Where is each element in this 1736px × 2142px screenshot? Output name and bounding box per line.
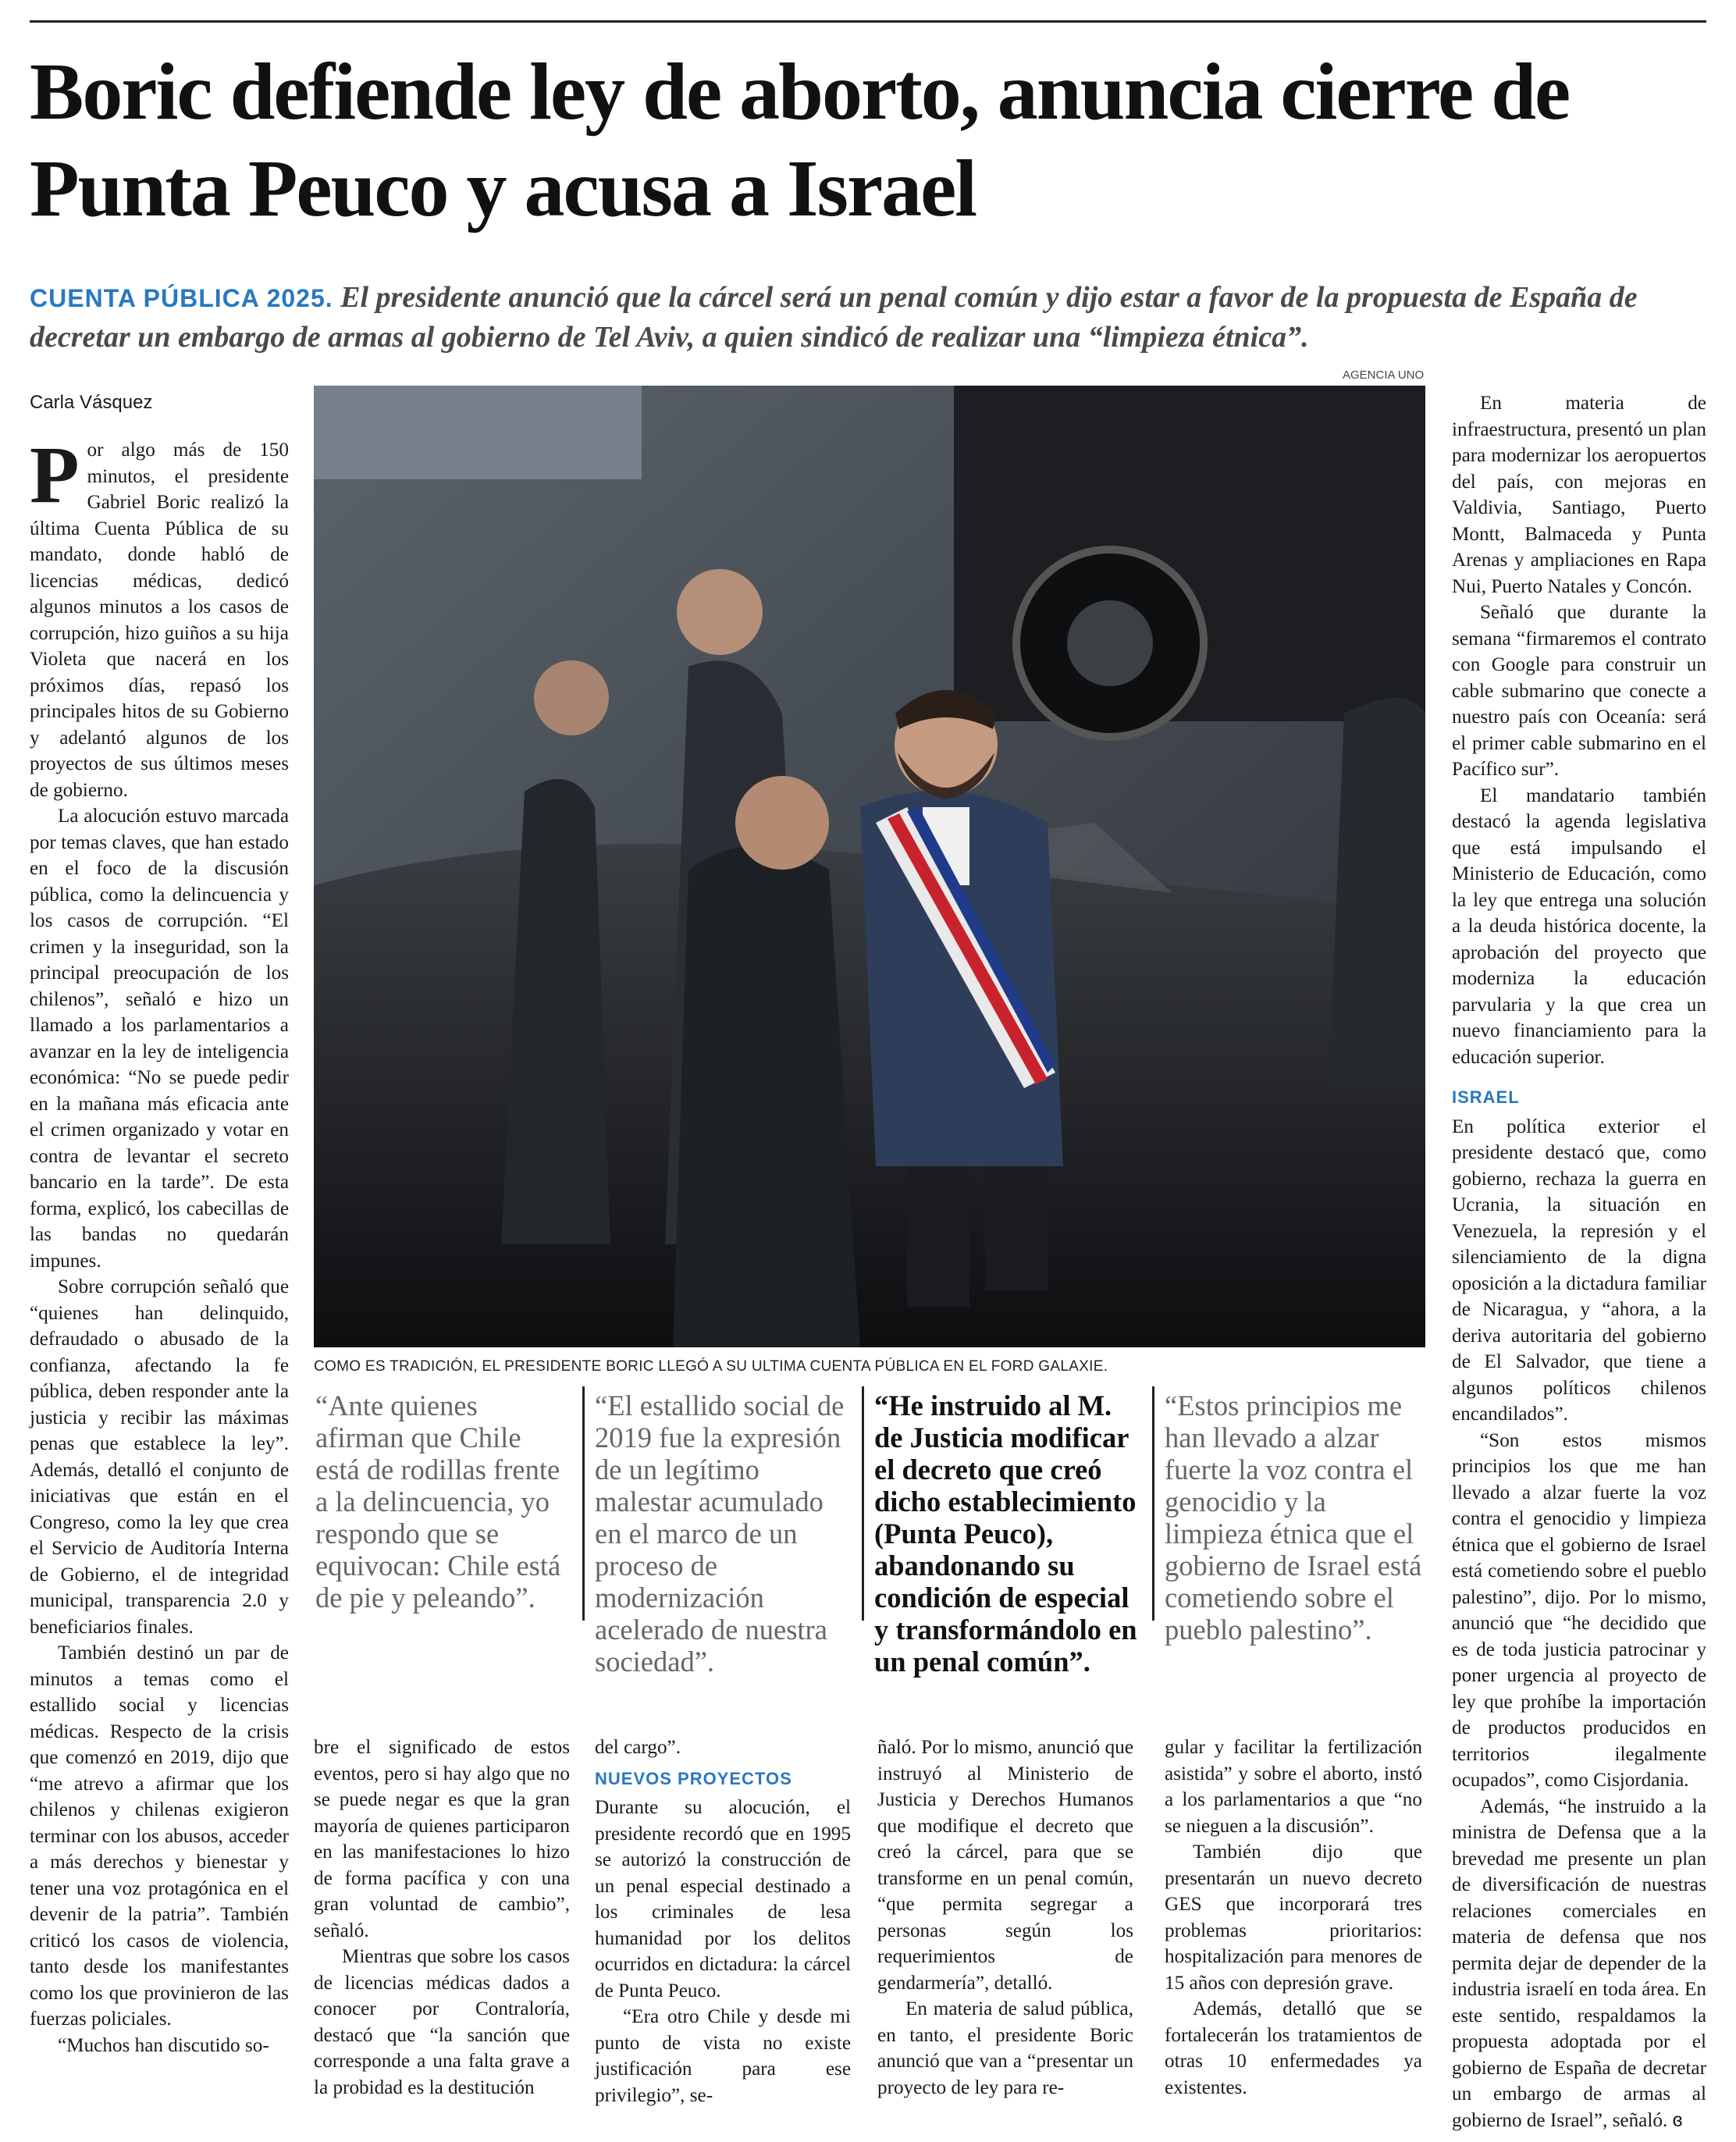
paragraph: bre el significado de estos eventos, pero si hay algo que no se puede negar es que la gran mayoría de quienes participaron en las manifestaciones lo hizo de forma pacífica y con una gran voluntad de cambio”, señaló. <box>314 1737 570 1941</box>
paragraph: También dijo que presentarán un nuevo decreto GES que incorporará tres problemas prioritarios: hospitalización para menores de 15 años con depresión grave. <box>1165 1841 1422 1994</box>
paragraph: Además, detalló que se fortalecerán los tratamientos de otras 10 enfermedades ya existentes. <box>1165 1998 1422 2098</box>
headline: Boric defiende ley de aborto, anuncia cierre de Punta Peuco y acusa a Israel <box>30 47 1570 233</box>
paragraph: También destinó un par de minutos a temas como el estallido social y licencias médicas. Respecto de la crisis que comenzó en 2019, dijo que “me atrevo a afirmar que los chilenos y chilenas exigieron terminar con los abusos, acceder a más derechos y bienestar y tener una voz protagónica en el devenir de la patria”. También criticó los casos de violencia, tanto desde los manifestantes como los que provinieron de las fuerzas policiales. <box>30 1642 289 2030</box>
byline: Carla Vásquez <box>30 392 153 413</box>
news-photo <box>314 386 1425 1347</box>
photo-credit: AGENCIA UNO <box>1343 368 1425 382</box>
subhead-nuevos-proyectos: NUEVOS PROYECTOS <box>595 1768 792 1788</box>
paragraph: Durante su alocución, el presidente recordó que en 1995 se autorizó la construcción de un penal especial destinado a los criminales de lesa humanidad por los delitos ocurridos en dictadura: la cárcel de Punta Peuco. <box>595 1797 851 2001</box>
paragraph: Además, “he instruido a la ministra de Defensa que a la brevedad me presente un plan de diversificación de nuestras relaciones comerciales en materia de defensa que nos permita dejar de depender de la industria israelí en toda área. En este sentido, respaldamos la propuesta adoptada por el gobierno de España de decretar un embargo de armas al gobierno de Israel”, señaló. ɞ <box>1452 1795 1706 2131</box>
pull-quote-4: “Estos principios me han llevado a alzar fuerte la voz contra el genocidio y la limpieza étnica que el gobierno de Israel está cometiendo sobre el pueblo palestino”. <box>1165 1389 1422 1646</box>
column-4 <box>877 1735 1133 2101</box>
paragraph: “Era otro Chile y desde mi punto de vista no existe justificación para ese privilegio”, se- <box>595 2006 851 2106</box>
column-2 <box>314 1735 570 2101</box>
column-3 <box>595 1735 851 2108</box>
paragraph: La alocución estuvo marcada por temas claves, que han estado en el foco de la discusión pública, como la delincuencia y los casos de corrupción. “El crimen y la inseguridad, son la principal preocupación de los chilenos”, señaló e hizo un llamado a los parlamentarios a avanzar en la ley de inteligencia económica: “No se puede pedir en la mañana más eficacia ante el crimen organizado y votar en contra de levantar el secreto bancario en la tarde”. De esta forma, explicó, los cabecillas de las bandas no quedarán impunes. <box>30 806 289 1272</box>
dek-text: El presidente anunció que la cárcel será un penal común y dijo estar a favor de la propuesta de España de decretar un embargo de armas al gobierno de Tel Aviv, a quien sindicó de realizar una “limpieza étnica”. <box>30 281 1638 354</box>
dek <box>30 278 1706 357</box>
paragraph: Señaló que durante la semana “firmaremos el contrato con Google para construir un cable submarino que conecte a nuestro país con Oceanía: será el primer cable submarino en el Pacífico sur”. <box>1452 602 1706 780</box>
column-1 <box>30 430 289 2058</box>
dek-kicker: CUENTA PÚBLICA 2025. <box>30 284 333 312</box>
paragraph: Sobre corrupción señaló que “quienes han delinquido, defraudado o abusado de la confianza, afectando la fe pública, deben responder ante la justicia y recibir las máximas penas que establece la ley”. Además, detalló el conjunto de iniciativas que están en el Congreso, como la ley que crea el Servicio de Auditoría Interna de Gobierno, el de integridad municipal, transparencia 2.0 y beneficiarios finales. <box>30 1276 289 1638</box>
paragraph: Mientras que sobre los casos de licencias médicas dados a conocer por Contraloría, destacó que “la sanción que corresponde a una falta grave a la probidad es la destitución <box>314 1946 570 2098</box>
pull-quote-2: “El estallido social de 2019 fue la expresión de un legítimo malestar acumulado en el marco de un proceso de modernización acelerado de nuestra sociedad”. <box>595 1389 845 1678</box>
quote-divider <box>1152 1386 1154 1621</box>
pull-quote-1: “Ante quienes afirman que Chile está de rodillas frente a la delincuencia, yo respondo que se equivocan: Chile está de pie y peleando”. <box>315 1389 561 1614</box>
paragraph: del cargo”. <box>595 1737 681 1758</box>
dropcap: P <box>30 430 80 520</box>
paragraph: “Son estos mismos principios los que me han llevado a alzar fuerte la voz contra el genocidio y limpieza étnica que el gobierno de Israel está cometiendo sobre el pueblo palestino”, dijo. Por lo mismo, anunció que “he decidido que es de toda justicia patrocinar y poner urgencia al proyecto de ley que prohíbe la importación de productos producidos en territorios ilegalmente ocupados”, como Cisjordania. <box>1452 1429 1706 1791</box>
paragraph: “Muchos han discutido so- <box>58 2034 269 2056</box>
quote-divider <box>582 1386 585 1621</box>
paragraph: En materia de salud pública, en tanto, el presidente Boric anunció que van a “presentar un proyecto de ley para re- <box>877 1998 1133 2098</box>
paragraph: ñaló. Por lo mismo, anunció que instruyó al Ministerio de Justicia y Derechos Humanos que modifique el decreto que creó la cárcel, para que se transforme en un penal común, “que permita segregar a personas según los requerimientos de gendarmería”, detalló. <box>877 1737 1133 1994</box>
top-rule <box>30 20 1706 23</box>
column-5 <box>1165 1735 1422 2101</box>
paragraph: gular y facilitar la fertilización asistida” y sobre el aborto, instó a los parlamentarios a que “no se nieguen a la discusión”. <box>1165 1737 1422 1837</box>
photo-illustration <box>314 386 1425 1347</box>
end-mark-icon: ɞ <box>1672 2108 1683 2131</box>
photo-caption: COMO ES TRADICIÓN, EL PRESIDENTE BORIC LLEGÓ A SU ULTIMA CUENTA PÚBLICA EN EL FORD GALAXIE. <box>314 1358 1108 1375</box>
paragraph: En política exterior el presidente destacó que, como gobierno, rechaza la guerra en Ucrania, la situación en Venezuela, la represión y el silenciamiento de la digna oposición a la dictadura familiar de Nicaragua, y “ahora, a la deriva autoritaria del gobierno de El Salvador, que tiene a algunos políticos chilenos encandilados”. <box>1452 1115 1706 1425</box>
subhead-israel: ISRAEL <box>1452 1087 1520 1107</box>
column-6 <box>1452 390 1706 2133</box>
paragraph: En materia de infraestructura, presentó un plan para modernizar los aeropuertos del país, con mejoras en Valdivia, Santiago, Puerto Montt, Balmaceda y Punta Arenas y ampliaciones en Rapa Nui, Puerto Natales y Concón. <box>1452 393 1706 597</box>
paragraph: Por algo más de 150 minutos, el presidente Gabriel Boric realizó la última Cuenta Pública de su mandato, donde habló de licencias médicas, dedicó algunos minutos a los casos de corrupción, hizo guiños a su hija Violeta que nacerá en los próximos días, repasó los principales hitos de su Gobierno y adelantó algunos de los proyectos de sus últimos meses de gobierno. <box>30 430 289 801</box>
pull-quote-3: “He instruido al M. de Justicia modificar el decreto que creó dicho establecimiento (Punta Peuco), abandonando su condición de especial y transformándolo en un penal común”. <box>874 1389 1137 1678</box>
quote-divider <box>862 1386 864 1621</box>
paragraph: El mandatario también destacó la agenda legislativa que está impulsando el Ministerio de Educación, como la ley que entrega una solución a la deuda histórica docente, la aprobación del proyecto que moderniza la educación parvularia y la que crea un nuevo financiamiento para la educación superior. <box>1452 785 1706 1068</box>
